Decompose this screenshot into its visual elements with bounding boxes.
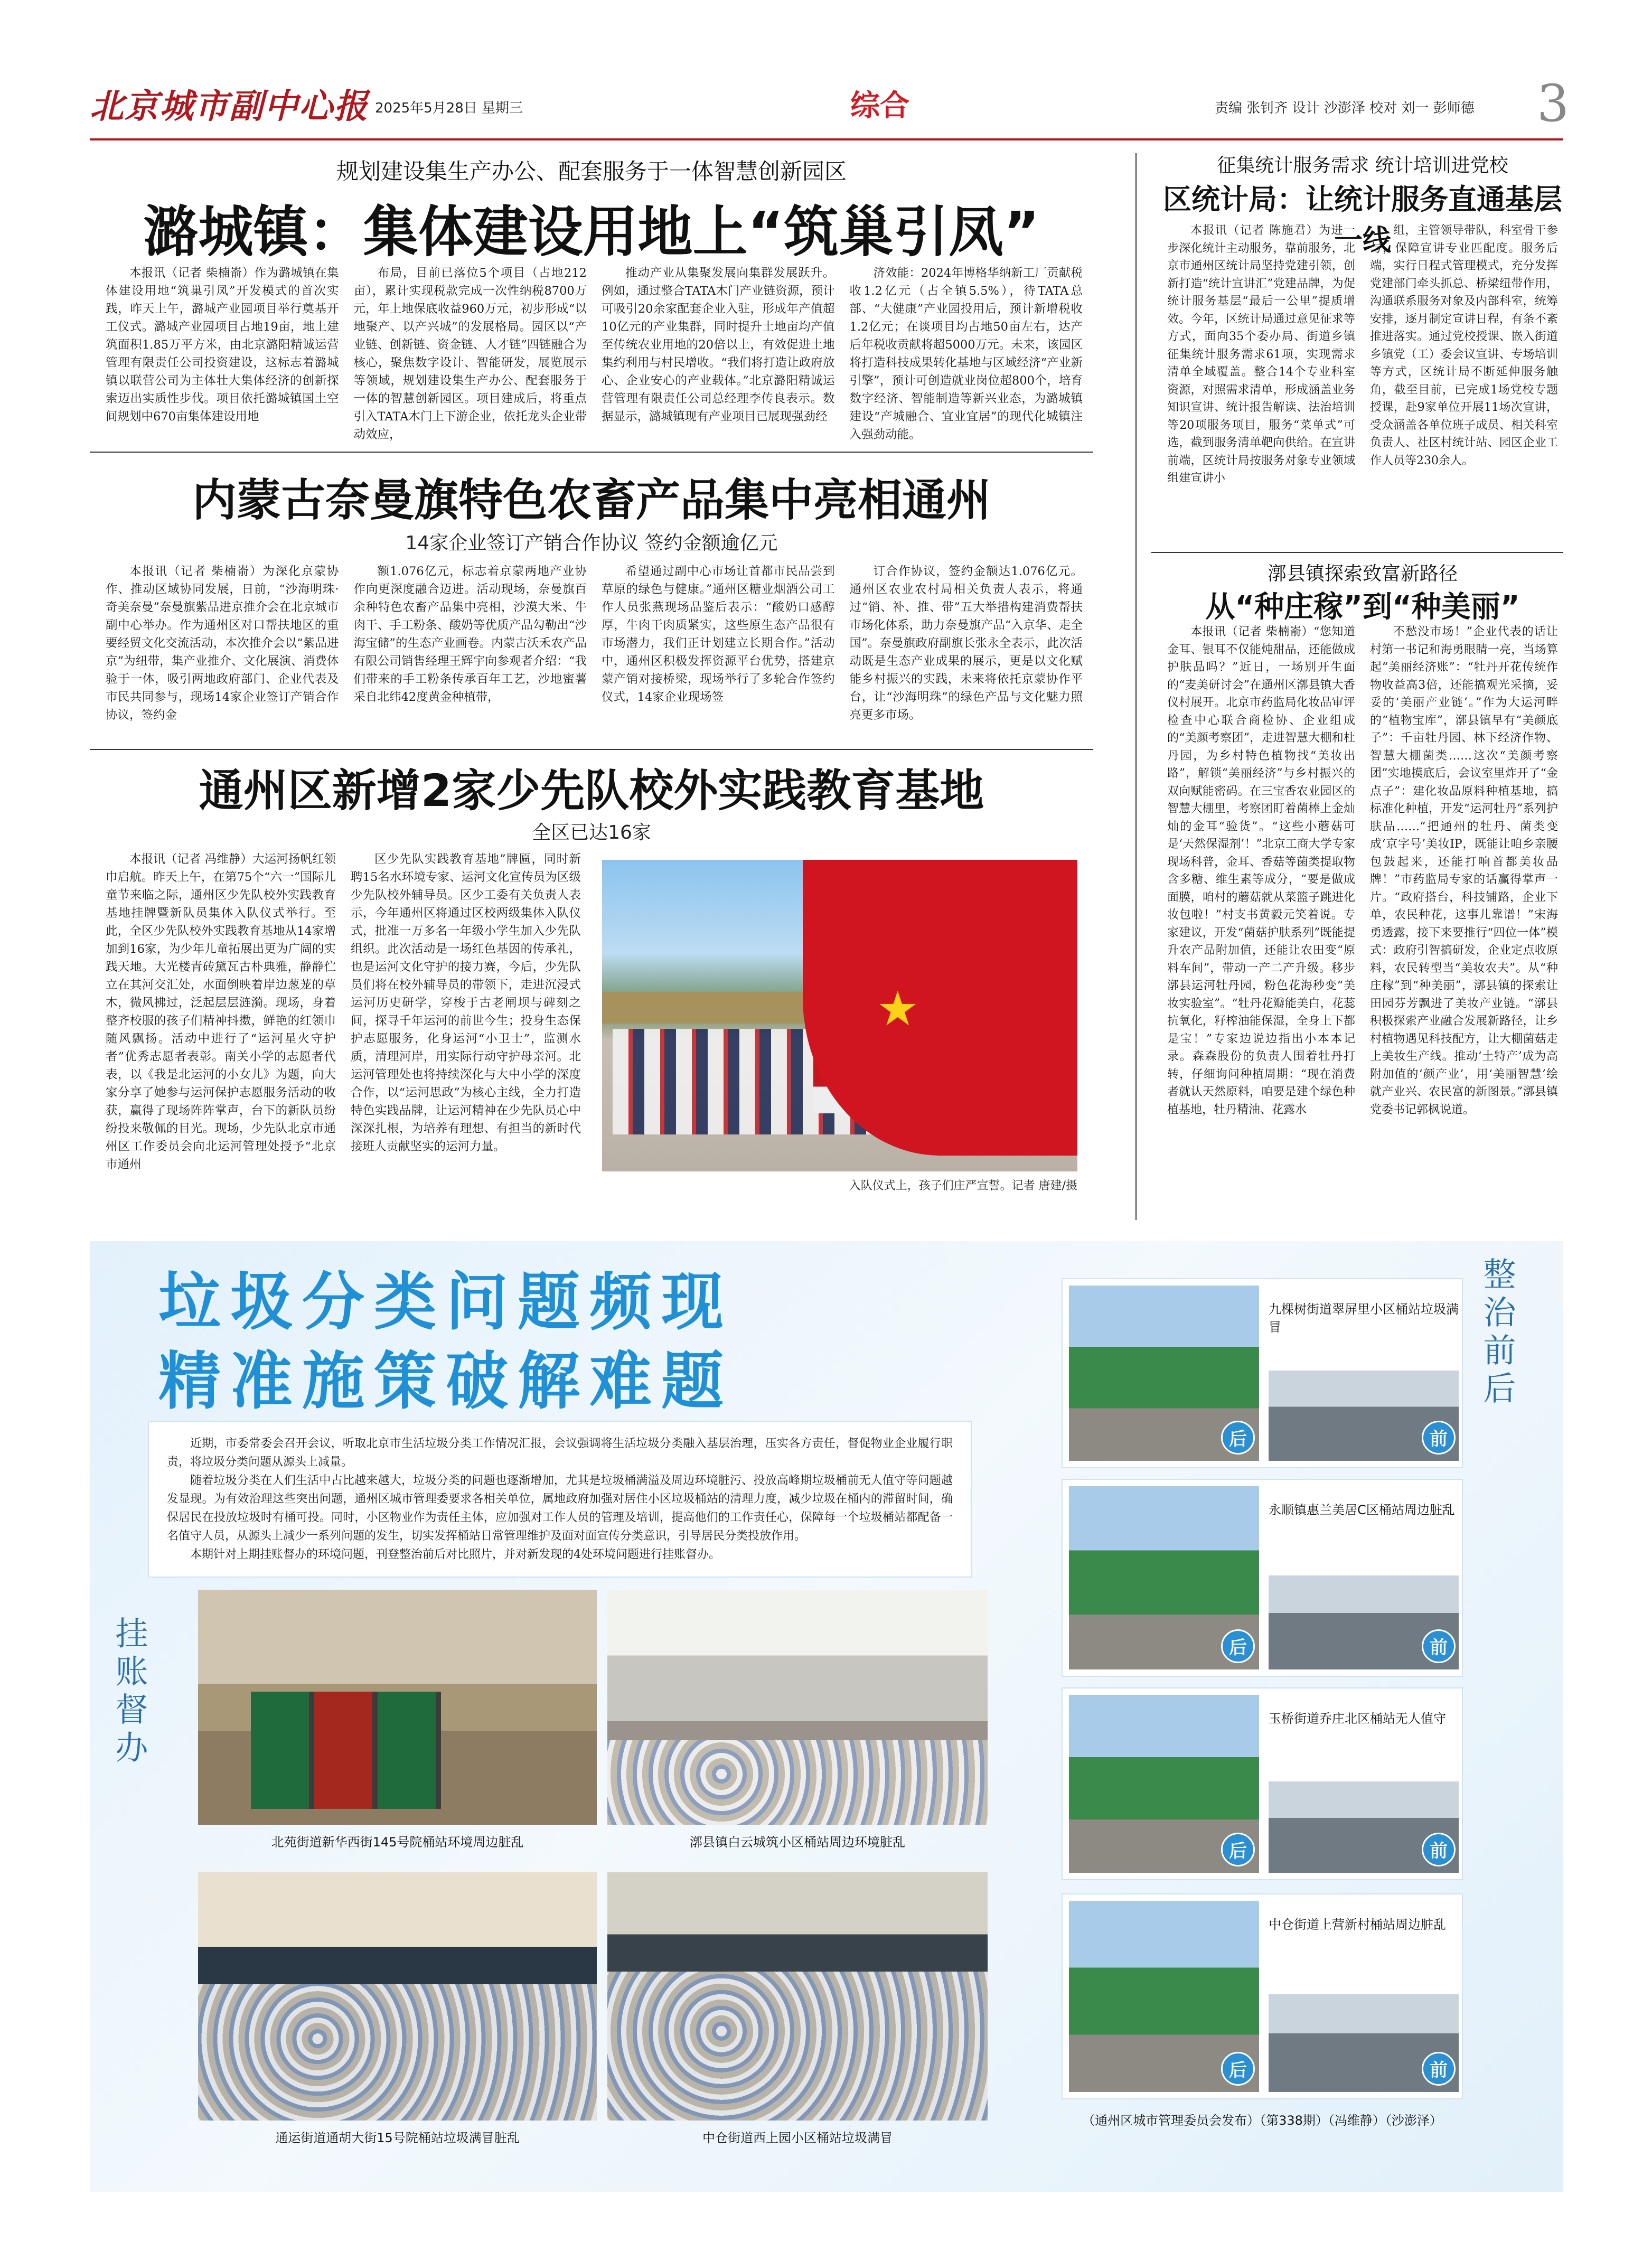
before-after-panel <box>1062 1479 1463 1677</box>
right1-column: 本报讯（记者 陈施君）为进一步深化统计主动服务，靠前服务，北京市通州区统计局坚持党建引领，创新打造“统计宣讲汇”党建品牌，为促统计服务基层“最后一公里”提质增效。今年，区统计局通过意见征求等方式，面向35个委办局、街道乡镇征集统计服务需求61项，实现需求清单全域覆盖。整合14个专业科室资源，对照需求清单，形成涵盖业务知识宣讲、统计报告解读、法治培训等20项服务项目，服务“菜单式”可选，截到服务清单靶向供给。在宣讲前端，区统计局按服务对象专业领域组建宣讲小 <box>1167 224 1355 485</box>
editor-credits: 责编 张钊齐 设计 沙澎泽 校对 刘一 彭师德 <box>1215 100 1475 116</box>
special-intro <box>148 1421 972 1578</box>
article2-headline: 内蒙古奈曼旗特色农畜产品集中亮相通州 <box>192 474 991 526</box>
right1-column: 组，主管领导带队，科室骨干参与，保障宣讲专业匹配度。服务后端，实行日程式管理模式，充分发挥党建部门牵头抓总、桥梁纽带作用，沟通联系服务对象及内部科室，统筹安排，逐月制定宣讲日程，有条不紊推进落实。通过党校授课、嵌入街道乡镇党（工）委会议宣讲、专场培训等方式，区统计局不断延伸服务触角，截至目前，已完成1场党校专题授课，赴9家单位开展11场次宣讲，受众涵盖各单位班子成员、相关科室负责人、社区村统计站、园区企业工作人员等230余人。 <box>1370 224 1558 467</box>
section-title: 综合 <box>850 89 909 123</box>
trash-pile <box>607 1972 988 2121</box>
article2-subline: 14家企业签订产销合作协议 签约金额逾亿元 <box>405 532 778 554</box>
article1-column: 推动产业从集聚发展向集群发展跃升。例如，通过整合TATA木门产业链资源，预计可吸引20余家配套企业入驻，形成年产值超10亿元的产业集群，同时提升土地亩均产值至传统农业用地的20倍以上，有效促进土地集约利用与村民增收。“我们将打造让政府放心、企业安心的产业载体。”北京潞阳精诚运营管理有限责任公司总经理李传良表示。数据显示，潞城镇现有产业项目已展现强劲经 <box>602 266 835 424</box>
before-after-panel <box>1062 1893 1463 2099</box>
divider <box>90 452 1093 453</box>
right1-headline: 区统计局：让统计服务直通基层一线 <box>1163 183 1562 257</box>
before-badge: 前 <box>1422 2052 1456 2086</box>
issue-photo-caption: 漷县镇白云城筑小区桶站周边环境脏乱 <box>690 1835 905 1850</box>
right1-body <box>1167 222 1558 549</box>
right2-headline: 从“种庄稼”到“种美丽” <box>1205 590 1520 624</box>
issue-photo <box>198 1872 597 2121</box>
issue-photo-caption: 中仓街道西上园小区桶站垃圾满冒 <box>702 2131 893 2145</box>
right2-kicker: 漷县镇探索致富新路径 <box>1267 563 1458 585</box>
photo-caption: 入队仪式上，孩子们庄严宣誓。记者 唐建/摄 <box>849 1179 1077 1193</box>
right2-column: 本报讯（记者 柴楠嵛）“您知道金耳、银耳不仅能炖甜品，还能做成护肤品吗？”近日，一场别开生面的“麦美研讨会”在通州区漷县镇大香仪村展开。北京市药监局化妆品审评检查中心联合商检协、企业组成的“美颜考察团”，走进智慧大棚和杜丹园，为乡村特色植物找“美妆出路”，解锁“美丽经济”与乡村振兴的双向赋能密码。在三宝香农业园区的智慧大棚里，考察团盯着菌棒上金灿灿的金耳“验货”。“这些小蘑菇可是‘天然保湿剂’！”北京工商大学专家现场科普，金耳、香菇等菌类提取物含多糖、维生素等成分，“要是做成面膜，咱村的蘑菇就从菜篮子跳进化妆包啦！”村支书黄毅元笑着说。专家建议，开发“菌菇护肤系列”既能提升农产品附加值，还能让农田变“原料车间”，带动一产二产升级。移步漷县运河牡丹园，粉色花海秒变“美妆实验室”。“牡丹花瓣能美白，花蕊抗氧化，籽榨油能保湿，全身上下都是宝！”专家边说边指出小本本记录。森森股份的负责人围着牡丹打转，仔细询问种植周期：“现在消费者就认天然原料，咱要是建个绿色种植基地，牡丹精油、花露水 <box>1167 625 1355 1117</box>
intro-paragraph: 近期，市委常委会召开会议，听取北京市生活垃圾分类工作情况汇报，会议强调将生活垃圾分类融入基层治理，压实各方责任，督促物业企业履行职责，将垃圾分类问题从源头上减量。 <box>167 1437 953 1469</box>
trash-pile <box>607 1740 988 1825</box>
divider <box>1151 552 1563 553</box>
ceremony-photo <box>602 860 1077 1171</box>
trash-bins <box>251 1692 441 1809</box>
panel-caption: 玉桥街道乔庄北区桶站无人值守 <box>1269 1711 1446 1726</box>
panel-caption: 永顺镇惠兰美居C区桶站周边脏乱 <box>1269 1503 1455 1517</box>
page-number: 3 <box>1537 74 1570 133</box>
right2-column: 不愁没市场！”企业代表的话让村第一书记和海勇眼睛一亮，当场算起“美丽经济账”：“牡丹开花传统作物收益高3倍，还能搞观光采摘，妥妥的‘美丽产业链’。”作为大运河畔的“植物宝库”，漷县镇早有“美颜底子”：千亩牡丹园、林下经济作物、智慧大棚菌类……这次“美颜考察团”实地摸底后，会议室里炸开了“金点子”：建化妆品原料种植基地，搞标准化种植，开发“运河牡丹”系列护肤品……“把通州的牡丹、菌类变成‘京字号’美妆IP，既能让咱乡亲腰包鼓起来，还能打响首都美妆品牌！”市药监局专家的话赢得掌声一片。“政府搭台，科技铺路，企业下单，农民种花，这事儿靠谱！”宋海勇透露，接下来要推行“四位一体”模式：政府引智搞研发，企业定点收原料，农民转型当“美妆农夫”。从“种庄稼”到“种美丽”，漷县镇的探索让田园芬芳飘进了美妆产业链。“漷县积极探索产业融合发展新路径，让乡村植物遇见科技配方，让大棚菌菇走上美妆生产线。推动‘土特产’成为高附加值的‘颜产业’，用‘美丽智慧’绘就产业兴、农民富的新图景。”漷县镇党委书记郭枫说道。 <box>1370 625 1558 1117</box>
issue-photo <box>607 1590 988 1825</box>
article2-column: 本报讯（记者 柴楠嵛）为深化京蒙协作、推动区域协同发展，日前，“沙海明珠·奇美奈曼”奈曼旗紫品进京推介会在北京城市副中心举办。作为通州区对口帮扶地区的重要经贸文化交流活动，本次推介会以“紫品进京”为纽带，集产业推介、文化展演、消费体验于一体，吸引两地政府部门、企业代表及市民共同参与，现场14家企业签订产销合作协议，签约金 <box>106 565 339 722</box>
article3-headline: 通州区新增2家少先队校外实践教育基地 <box>199 765 984 817</box>
intro-paragraph: 随着垃圾分类在人们生活中占比越来越大，垃圾分类的问题也逐渐增加，尤其是垃圾桶满溢及周边环境脏污、投放高峰期垃圾桶前无人值守等问题越发显现。为有效治理这些突出问题，通州区城市管理委要求各相关单位，属地政府加强对居住小区垃圾桶站的清理力度，减少垃圾在桶内的滞留时间，确保居民在投放垃圾时有桶可投。同时，小区物业作为责任主体，应加强对工作人员的管理及培训，提高他们的工作责任心，保障每一个垃圾桶站都配备一名值守人员，从源头上减少一系列问题的发生，切实发挥桶站日常管理维护及面对面宣传分类意识，引导居民分类投放作用。 <box>167 1474 953 1543</box>
masthead-rule <box>90 138 1563 140</box>
after-badge: 后 <box>1221 1833 1255 1866</box>
panel-caption: 中仓街道上营新村桶站周边脏乱 <box>1269 1917 1446 1932</box>
special-title-line: 精准施策破解难题 <box>158 1345 734 1418</box>
article2-body <box>106 562 1083 745</box>
newspaper-name: 北京城市副中心报 <box>90 87 369 126</box>
article1-column: 本报讯（记者 柴楠嵛）作为潞城镇在集体建设用地“筑巢引凤”开发模式的首次实践，昨天上午，潞城产业园项目举行奠基开工仪式。潞城产业园项目占地19亩，地上建筑面积1.85万平方米，由北京潞阳精诚运营管理有限责任公司投资建设，这标志着潞城镇以联营公司为主体壮大集体经济的创新探索迈出实质性步伐。项目依托潞城镇国土空间规划中670亩集体建设用地 <box>106 266 339 424</box>
issue-photo <box>607 1872 988 2121</box>
column-divider <box>1135 153 1137 1220</box>
after-badge: 后 <box>1221 2052 1255 2086</box>
article3-subline: 全区已达16家 <box>532 822 651 843</box>
intro-paragraph: 本期针对上期挂账督办的环境问题，刊登整治前后对比照片，并对新发现的4处环境问题进行挂账督办。 <box>190 1548 721 1561</box>
after-badge: 后 <box>1221 1629 1255 1663</box>
before-badge: 前 <box>1422 1629 1456 1663</box>
special-title <box>158 1262 733 1421</box>
article2-column: 额1.076亿元，标志着京蒙两地产业协作向更深度融合迈进。活动现场，奈曼旗百余种特色农畜产品集中亮相，沙漠大米、牛肉干、手工粉条、酸奶等优质产品勾勒出“沙海宝储”的生态产业画卷。内蒙古沃禾农产品有限公司销售经理王辉宇向参观者介绍：“我们带来的手工粉条传承百年工艺，沙地蜜薯采自北纬42度黄金种植带， <box>353 565 587 704</box>
trash-pile <box>198 1984 597 2121</box>
before-badge: 前 <box>1422 1421 1456 1455</box>
special-footer: （通州区城市管理委员会发布）（第338期）（冯维静）（沙澎泽） <box>1082 2113 1442 2128</box>
article1-body <box>106 264 1083 442</box>
issue-date: 2025年5月28日 星期三 <box>375 100 523 116</box>
photo-gate <box>602 992 803 1024</box>
masthead <box>90 74 1570 143</box>
star-icon: ★ <box>876 981 919 1037</box>
article3-body <box>106 850 581 1199</box>
right2-body <box>1167 623 1558 1220</box>
after-badge: 后 <box>1221 1421 1255 1455</box>
left-side-label: 挂账督办 <box>110 1616 148 1768</box>
right-side-label: 整治前后 <box>1478 1257 1516 1409</box>
article1-kicker: 规划建设集生产办公、配套服务于一体智慧创新园区 <box>336 158 847 184</box>
before-after-panel <box>1062 1687 1463 1880</box>
before-badge: 前 <box>1422 1833 1456 1866</box>
article1-column: 布局，目前已落位5个项目（占地212亩），累计实现税款完成一次性纳税8700万元，年上地保底收益960万元，初步形成“以地聚产、以产兴城”的发展格局。园区以“产业链、创新链、资金链、人才链”四链融合为核心，聚焦数字设计、智能研发，展览展示等领域，规划建设集生产办公、配套服务于一体的智慧创新园区。项目建成后，将重点引入TATA木门上下游企业，依托龙头企业带动效应， <box>353 266 587 442</box>
article1-column: 济效能：2024年博格华纳新工厂贡献税收1.2亿元（占全镇5.5%），待TATA总部、“大健康”产业园投用后，预计新增税收1.2亿元；在谈项目均占地50亩左右，达产后年税收贡献将超5000万元。未来，该园区将打造科技成果转化基地与区域经济“产业新引擎”，预计可创造就业岗位超800个，培育数字经济、智能制造等新兴业态，为潞城镇建设“产城融合、宜业宜居”的现代化城镇注入强劲动能。 <box>849 266 1083 442</box>
article2-column: 订合作协议，签约金额达1.076亿元。通州区农业农村局相关负责人表示，将通过“销、补、推、带”五大举措构建消费帮扶市场化体系，助力奈曼旗产品“入京华、走全国”。奈曼旗政府副旗长张永全表示，此次活动既是生态产业成果的展示，更是以文化赋能乡村振兴的实践，未来将依托京蒙协作平台，让“沙海明珠”的绿色产品与文化魅力照亮更多市场。 <box>849 565 1083 722</box>
issue-photo-caption: 通运街道通胡大街15号院桶站垃圾满冒脏乱 <box>275 2131 520 2145</box>
article1-headline: 潞城镇：集体建设用地上“筑巢引凤” <box>143 200 1040 264</box>
issue-photo-caption: 北苑街道新华西街145号院桶站环境周边脏乱 <box>271 1835 524 1850</box>
right1-kicker: 征集统计服务需求 统计培训进党校 <box>1217 155 1508 176</box>
before-after-panel <box>1062 1278 1463 1468</box>
article3-column: 本报讯（记者 冯维静）大运河扬帆红领巾启航。昨天上午，在第75个“六一”国际儿童节来临之际，通州区少先队校外实践教育基地挂牌暨新队员集体入队仪式举行。至此，全区少先队校外实践教育基地从14家增加到16家，为少年儿童拓展出更为广阔的实践天地。大光楼青砖黛瓦古朴典雅，静静伫立在其河交汇处，水面倒映着岸边葱茏的草木，微风拂过，泛起层层涟漪。现场，身着整齐校服的孩子们精神抖擞，鲜艳的红领巾随风飘扬。活动中进行了“运河星火守护者”优秀志愿者表彰。南关小学的志愿者代表，以《我是北运河的小女儿》为题，向大家分享了她参与运河保护志愿服务活动的收获，赢得了现场阵阵掌声，台下的新队员纷纷投来敬佩的目光。现场，少先队北京市通州区工作委员会向北运河管理处授予“北京市通州 <box>106 852 336 1171</box>
divider <box>90 749 1093 750</box>
article2-column: 希望通过副中心市场让首都市民品尝到草原的绿色与健康。”通州区糖业烟酒公司工作人员张燕现场品鉴后表示：“酸奶口感醇厚，牛肉干肉质紧实，这些原生态产品很有市场潜力，我们正计划建立长期合作。”活动中，通州区积极发挥资源平台优势，搭建京蒙产销对接桥梁，现场举行了多轮合作签约仪式，14家企业现场签 <box>602 565 835 704</box>
article3-column: 区少先队实践教育基地”牌匾，同时新聘15名水环境专家、运河文化宣传员为区级少先队校外辅导员。区少工委有关负责人表示，今年通州区将通过区校两级集体入队仪式，批准一万多名一年级小学生加入少先队组织。此次活动是一场红色基因的传承礼，也是运河文化守护的接力赛，今后，少先队员们将在校外辅导员的带领下，走进沉浸式运河历史研学，穿梭于古老闸坝与碑刻之间，探寻千年运河的前世今生；投身生态保护志愿服务，化身运河“小卫士”，监测水质，清理河岸，用实际行动守护母亲河。北运河管理处也将持续深化与大中小学的深度合作，以“运河思政”为核心主线，全力打造特色实践品牌，让运河精神在少先队员心中深深扎根，为培养有理想、有担当的新时代接班人贡献坚实的运河力量。 <box>351 852 581 1153</box>
panel-caption: 九棵树街道翠屏里小区桶站垃圾满冒 <box>1269 1302 1459 1335</box>
special-title-line: 垃圾分类问题频现 <box>158 1265 734 1338</box>
issue-photo <box>198 1590 597 1825</box>
